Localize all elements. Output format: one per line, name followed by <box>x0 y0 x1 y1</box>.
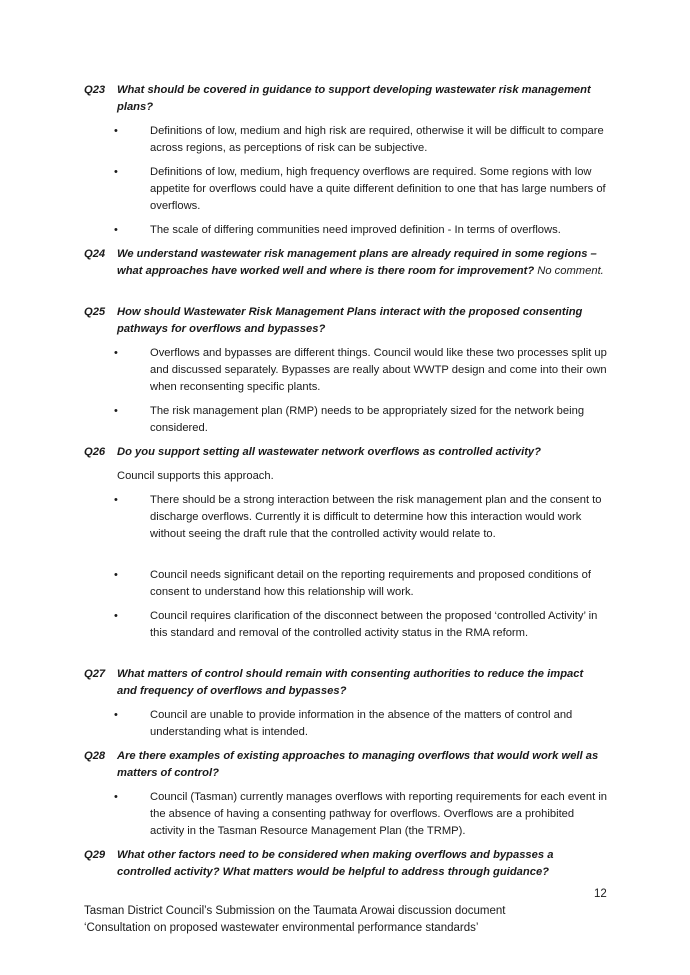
question-text: What other factors need to be considered when making overflows and bypasses a controlled activity? What matters would be helpful to address through guidance? <box>117 849 554 878</box>
bullet-item <box>114 123 609 157</box>
bullet-text: Overflows and bypasses are different things. Council would like these two processes split up and discussed separately. Bypasses are really about WWTP design and come into their own when reconsenting specific plants. <box>150 347 607 393</box>
bullet-icon: • <box>114 494 118 506</box>
question-text <box>117 246 604 280</box>
question-q25 <box>84 304 604 338</box>
footer-line-1: Tasman District Council’s Submission on the Taumata Arowai discussion document <box>84 905 506 917</box>
question-text: Do you support setting all wastewater network overflows as controlled activity? <box>117 446 541 458</box>
bullet-icon: • <box>114 791 118 803</box>
bullet-icon: • <box>114 709 118 721</box>
bullet-icon: • <box>114 405 118 417</box>
question-number: Q28 <box>84 750 106 762</box>
bullet-icon: • <box>114 224 118 236</box>
bullet-text: There should be a strong interaction between the risk management plan and the consent to discharge overflows. Currently it is difficult to determine how this interaction would work without seeing the draft rule that the controlled activity would relate to. <box>150 494 602 540</box>
footer-line-2: ‘Consultation on proposed wastewater environmental performance standards’ <box>84 922 479 934</box>
bullet-text: The scale of differing communities need improved definition - In terms of overflows. <box>150 224 561 236</box>
bullet-icon: • <box>114 610 118 622</box>
question-text: What should be covered in guidance to support developing wastewater risk management plans? <box>117 84 591 113</box>
bullet-text: Definitions of low, medium and high risk are required, otherwise it will be difficult to compare across regions, as perceptions of risk can be subjective. <box>150 125 604 154</box>
bullet-item <box>114 567 609 601</box>
bullet-item <box>114 492 609 543</box>
answer-text: No comment. <box>534 265 604 277</box>
page-number: 12 <box>594 888 607 900</box>
bullet-icon: • <box>114 166 118 178</box>
question-text: How should Wastewater Risk Management Plans interact with the proposed consenting pathways for overflows and bypasses? <box>117 306 583 335</box>
bullet-text: Council (Tasman) currently manages overflows with reporting requirements for each event in the absence of having a consenting pathway for overflows. Overflows are a prohibited activity in the Tasman Resource Management Plan (the TRMP). <box>150 791 608 837</box>
question-number: Q25 <box>84 306 106 318</box>
question-q23 <box>84 82 604 116</box>
question-number: Q29 <box>84 849 106 861</box>
bullet-item <box>114 707 609 741</box>
bullet-item <box>114 403 609 437</box>
bullet-text: Council are unable to provide information in the absence of the matters of control and understanding what is intended. <box>150 709 573 738</box>
bullet-item <box>114 608 609 642</box>
bullet-icon: • <box>114 569 118 581</box>
question-q29 <box>84 847 604 881</box>
bullet-text: Council needs significant detail on the reporting requirements and proposed conditions of consent to understand how this relationship will work. <box>150 569 591 598</box>
bullet-text: Council requires clarification of the disconnect between the proposed ‘controlled Activity’ in this standard and removal of the controlled activity status in the RMA reform. <box>150 610 598 639</box>
question-q24 <box>84 246 604 280</box>
bullet-text: Definitions of low, medium, high frequency overflows are required. Some regions with low appetite for overflows could have a quite different definition to one that has large numbers of overflows. <box>150 166 606 212</box>
page-footer <box>84 903 604 937</box>
bullet-icon: • <box>114 347 118 359</box>
bullet-item <box>114 789 609 840</box>
question-number: Q23 <box>84 84 106 96</box>
bullet-item <box>114 222 609 239</box>
bullet-item <box>114 345 609 396</box>
question-text: What matters of control should remain with consenting authorities to reduce the impact and frequency of overflows and bypasses? <box>117 668 584 697</box>
question-q26 <box>84 444 604 461</box>
question-number: Q24 <box>84 248 106 260</box>
question-number: Q27 <box>84 668 106 680</box>
question-text-body: We understand wastewater risk management plans are already required in some regions – what approaches have worked well and where is there room for improvement? <box>117 248 597 277</box>
question-q27 <box>84 666 604 700</box>
question-text: Are there examples of existing approaches to managing overflows that would work well as matters of control? <box>117 750 599 779</box>
answer-intro: Council supports this approach. <box>117 470 274 482</box>
bullet-text: The risk management plan (RMP) needs to be appropriately sized for the network being considered. <box>150 405 585 434</box>
bullet-item <box>114 164 609 215</box>
bullet-icon: • <box>114 125 118 137</box>
question-q28 <box>84 748 604 782</box>
question-number: Q26 <box>84 446 106 458</box>
